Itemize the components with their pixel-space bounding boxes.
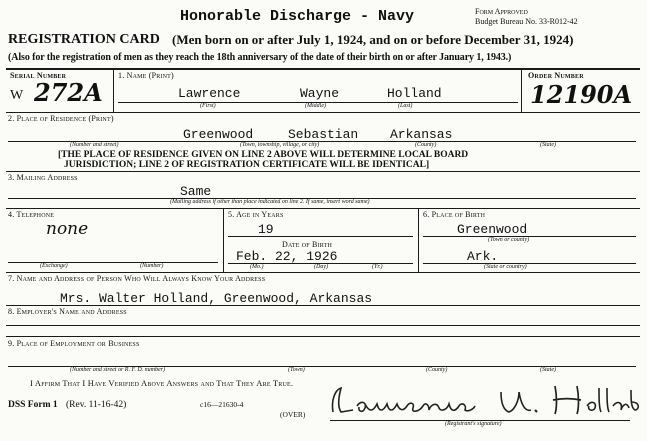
name-last-caption: (Last) <box>398 103 413 109</box>
dob-day-caption: (Day) <box>314 264 328 270</box>
birthplace-label: 6. Place of Birth <box>423 210 486 219</box>
dob-label: Date of Birth <box>282 240 333 249</box>
order-number: 12190A <box>530 80 633 109</box>
name-first-caption: (First) <box>200 103 216 109</box>
over-note: (OVER) <box>280 410 306 419</box>
residence-county: Sebastian <box>288 127 359 142</box>
birthplace-state-underline <box>423 263 636 264</box>
row2-border <box>6 171 640 172</box>
employment-label: 9. Place of Employment or Business <box>8 339 140 348</box>
serial-number: 272A <box>34 78 103 107</box>
employment-street-caption: (Number and street or R. F. D. number) <box>70 367 165 373</box>
form-approved: Form Approved <box>475 7 528 16</box>
registrant-signature <box>325 382 643 422</box>
row1-border <box>6 112 640 113</box>
birthplace-town: Greenwood <box>457 222 528 237</box>
jurisdiction-notice-line1: [THE PLACE OF RESIDENCE GIVEN ON LINE 2 ABOVE WILL DETERMINE LOCAL BOARD <box>58 150 469 160</box>
age-label: 5. Age in Years <box>228 210 284 219</box>
dob-value: Feb. 22, 1926 <box>236 249 338 264</box>
signature-caption: (Registrant's signature) <box>445 421 502 427</box>
telephone-value: none <box>46 219 89 239</box>
residence-state: Arkansas <box>390 127 453 142</box>
birthplace-state-caption: (State or country) <box>484 264 527 270</box>
serial-prefix: W <box>10 88 24 103</box>
dob-month-caption: (Mo.) <box>250 264 264 270</box>
name-middle-caption: (Middle) <box>305 103 326 109</box>
birthplace-town-underline <box>423 236 636 237</box>
telephone-label: 4. Telephone <box>8 210 55 219</box>
age-divider <box>418 209 419 272</box>
order-divider <box>521 69 522 112</box>
row7-border <box>6 305 640 306</box>
name-first: Lawrence <box>178 86 241 101</box>
contact-value: Mrs. Walter Holland, Greenwood, Arkansas <box>60 291 373 306</box>
card-subtitle: (Men born on or after July 1, 1924, and on or before December 31, 1924) <box>172 32 574 47</box>
residence-state-caption: (State) <box>540 142 556 148</box>
contact-label: 7. Name and Address of Person Who Will Always Know Your Address <box>8 274 266 283</box>
mailing-caption: (Mailing address if other than place indicated on line 2. If same, insert word same) <box>170 199 370 205</box>
mailing-label: 3. Mailing Address <box>8 173 78 182</box>
employment-state-caption: (State) <box>540 367 556 373</box>
row4-border <box>6 272 640 273</box>
age-underline <box>228 236 413 237</box>
name-label: 1. Name (Print) <box>118 71 174 80</box>
name-middle: Wayne <box>300 86 340 101</box>
employment-county-caption: (County) <box>426 367 448 373</box>
name-last: Holland <box>387 86 442 101</box>
residence-town: Greenwood <box>183 127 254 142</box>
birthplace-state: Ark. <box>467 249 499 264</box>
employer-label: 8. Employer's Name and Address <box>8 307 127 316</box>
residence-street-caption: (Number and street) <box>70 142 119 148</box>
order-label: Order Number <box>528 71 584 80</box>
discharge-title: Honorable Discharge - Navy <box>180 8 415 25</box>
form-number: DSS Form 1 <box>8 400 58 410</box>
card-note: (Also for the registration of men as they reach the 18th anniversary of the date of their birth on or after January 1, 1943.) <box>8 52 512 63</box>
jurisdiction-notice-line2: JURISDICTION; LINE 2 OF REGISTRATION CERTIFICATE WILL BE IDENTICAL] <box>64 160 430 170</box>
serial-label: Serial Number <box>10 71 67 80</box>
row3-border <box>6 208 640 209</box>
employment-town-caption: (Town) <box>288 367 305 373</box>
employer-line <box>6 325 640 326</box>
residence-label: 2. Place of Residence (Print) <box>8 114 114 123</box>
residence-county-caption: (County) <box>415 142 437 148</box>
affirmation-text: I Affirm That I Have Verified Above Answers and That They Are True. <box>30 378 294 388</box>
telephone-exchange-caption: (Exchange) <box>40 263 68 269</box>
card-title: REGISTRATION CARD <box>8 32 160 47</box>
residence-town-caption: (Town, township, village, or city) <box>240 142 320 148</box>
mailing-value: Same <box>180 184 212 199</box>
form-revision: (Rev. 11-16-42) <box>66 400 127 410</box>
budget-bureau-number: Budget Bureau No. 33-R012-42 <box>475 17 578 26</box>
birthplace-town-caption: (Town or county) <box>488 237 530 243</box>
age-value: 19 <box>258 222 274 237</box>
row8-border <box>6 336 640 337</box>
print-code: c16—21630-4 <box>200 400 244 409</box>
serial-divider <box>113 69 114 112</box>
dob-year-caption: (Yr.) <box>372 264 383 270</box>
box-top-border <box>6 68 640 70</box>
telephone-number-caption: (Number) <box>140 263 164 269</box>
telephone-divider <box>223 209 224 272</box>
